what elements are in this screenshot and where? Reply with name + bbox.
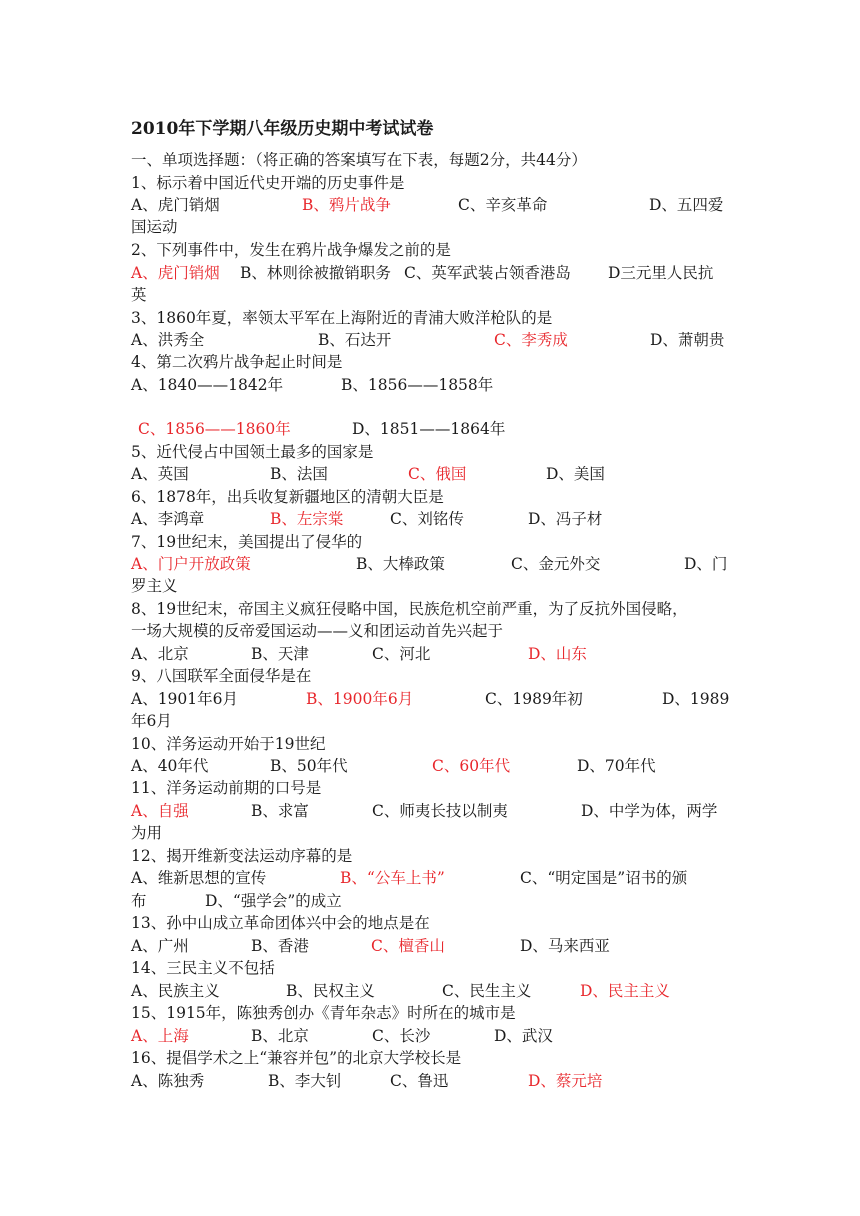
option-b: B、北京: [251, 1027, 309, 1045]
option-d: D三元里人民抗: [608, 264, 714, 282]
question-stem: 16、提倡学术之上“兼容并包”的北京大学校长是: [131, 1049, 462, 1067]
option-d-correct: D、民主主义: [580, 982, 670, 1000]
option-a: A、北京: [131, 645, 189, 663]
option-b: B、香港: [251, 937, 309, 955]
option-continuation: 布: [131, 892, 147, 910]
option-c: C、鲁迅: [390, 1072, 449, 1090]
option-b-correct: B、鸦片战争: [302, 196, 391, 214]
option-continuation: 罗主义: [131, 577, 178, 595]
option-a: A、1840——1842年: [131, 376, 284, 394]
question-stem: 9、八国联军全面侵华是在: [131, 667, 312, 685]
option-a-correct: A、门户开放政策: [131, 555, 251, 573]
option-c-correct: C、檀香山: [371, 937, 445, 955]
option-d: D、五四爱: [649, 196, 724, 214]
option-d: D、萧朝贵: [650, 331, 725, 349]
page-title: 2010年下学期八年级历史期中考试试卷: [131, 119, 434, 139]
question-stem: 10、洋务运动开始于19世纪: [131, 735, 326, 753]
option-c: C、长沙: [372, 1027, 431, 1045]
question-stem: 7、19世纪末，美国提出了侵华的: [131, 533, 363, 551]
option-d-correct: D、蔡元培: [528, 1072, 603, 1090]
question-stem: 5、近代侵占中国领土最多的国家是: [131, 443, 374, 461]
option-c: C、“明定国是”诏书的颁: [520, 869, 688, 887]
option-d: D、美国: [546, 465, 605, 483]
option-b: B、1856——1858年: [341, 376, 494, 394]
option-c: C、英军武装占领香港岛: [404, 264, 571, 282]
option-b-correct: B、1900年6月: [306, 690, 414, 708]
option-a-correct: A、虎门销烟: [131, 264, 220, 282]
option-a: A、民族主义: [131, 982, 220, 1000]
option-a: A、40年代: [131, 757, 209, 775]
question-stem: 12、揭开维新变法运动序幕的是: [131, 847, 353, 865]
question-stem: 14、三民主义不包括: [131, 959, 275, 977]
option-b: B、林则徐被撤销职务: [240, 264, 391, 282]
option-d: D、1989: [662, 690, 730, 708]
option-b: B、石达开: [318, 331, 392, 349]
option-a: A、陈独秀: [131, 1072, 205, 1090]
option-c: C、金元外交: [511, 555, 601, 573]
option-a: A、虎门销烟: [131, 196, 220, 214]
question-stem: 8、19世纪末，帝国主义疯狂侵略中国，民族危机空前严重，为了反抗外国侵略，: [131, 600, 688, 618]
option-b-correct: B、左宗棠: [270, 510, 344, 528]
question-stem: 13、孙中山成立革命团体兴中会的地点是在: [131, 914, 430, 932]
question-stem: 15、1915年，陈独秀创办《青年杂志》时所在的城市是: [131, 1004, 516, 1022]
option-continuation: 国运动: [131, 218, 178, 236]
option-b: B、大棒政策: [356, 555, 445, 573]
question-stem: 4、第二次鸦片战争起止时间是: [131, 353, 343, 371]
option-d: D、武汉: [494, 1027, 553, 1045]
option-continuation: 为用: [131, 824, 163, 842]
option-d: D、中学为体，两学: [581, 802, 718, 820]
option-c: C、1989年初: [485, 690, 583, 708]
option-b: B、李大钊: [268, 1072, 342, 1090]
option-d: D、马来西亚: [520, 937, 610, 955]
option-a: A、1901年6月: [131, 690, 239, 708]
option-a: A、广州: [131, 937, 189, 955]
option-b: B、民权主义: [286, 982, 375, 1000]
question-stem: 11、洋务运动前期的口号是: [131, 779, 322, 797]
option-c-correct: C、李秀成: [494, 331, 568, 349]
option-c-correct: C、俄国: [408, 465, 467, 483]
option-c-correct: C、1856——1860年: [138, 420, 291, 438]
option-c: C、辛亥革命: [458, 196, 548, 214]
question-stem: 2、下列事件中，发生在鸦片战争爆发之前的是: [131, 241, 451, 259]
option-a: A、李鸿章: [131, 510, 205, 528]
option-b: B、法国: [270, 465, 328, 483]
question-stem: 6、1878年，出兵收复新疆地区的清朝大臣是: [131, 488, 444, 506]
option-c-correct: C、60年代: [432, 757, 511, 775]
option-d: D、70年代: [577, 757, 656, 775]
option-d: D、冯子材: [528, 510, 603, 528]
question-stem-continued: 一场大规模的反帝爱国运动——义和团运动首先兴起于: [131, 622, 504, 640]
option-continuation: 英: [131, 286, 147, 304]
option-b-correct: B、“公车上书”: [340, 869, 445, 887]
option-a: A、英国: [131, 465, 189, 483]
option-a-correct: A、自强: [131, 802, 189, 820]
option-b: B、求富: [251, 802, 309, 820]
question-stem: 3、1860年夏，率领太平军在上海附近的青浦大败洋枪队的是: [131, 309, 553, 327]
option-d: D、门: [684, 555, 728, 573]
option-d: D、“强学会”的成立: [205, 892, 342, 910]
option-d-correct: D、山东: [528, 645, 587, 663]
option-c: C、刘铭传: [390, 510, 464, 528]
option-b: B、天津: [251, 645, 309, 663]
option-b: B、50年代: [270, 757, 348, 775]
section-instruction: 一、单项选择题：（将正确的答案填写在下表，每题2分，共44分）: [131, 151, 587, 169]
option-continuation: 年6月: [131, 712, 172, 730]
question-stem: 1、标示着中国近代史开端的历史事件是: [131, 174, 405, 192]
option-d: D、1851——1864年: [352, 420, 506, 438]
option-c: C、师夷长技以制夷: [372, 802, 508, 820]
option-a: A、维新思想的宣传: [131, 869, 267, 887]
option-a-correct: A、上海: [131, 1027, 189, 1045]
option-c: C、民生主义: [442, 982, 532, 1000]
option-c: C、河北: [372, 645, 431, 663]
option-a: A、洪秀全: [131, 331, 205, 349]
